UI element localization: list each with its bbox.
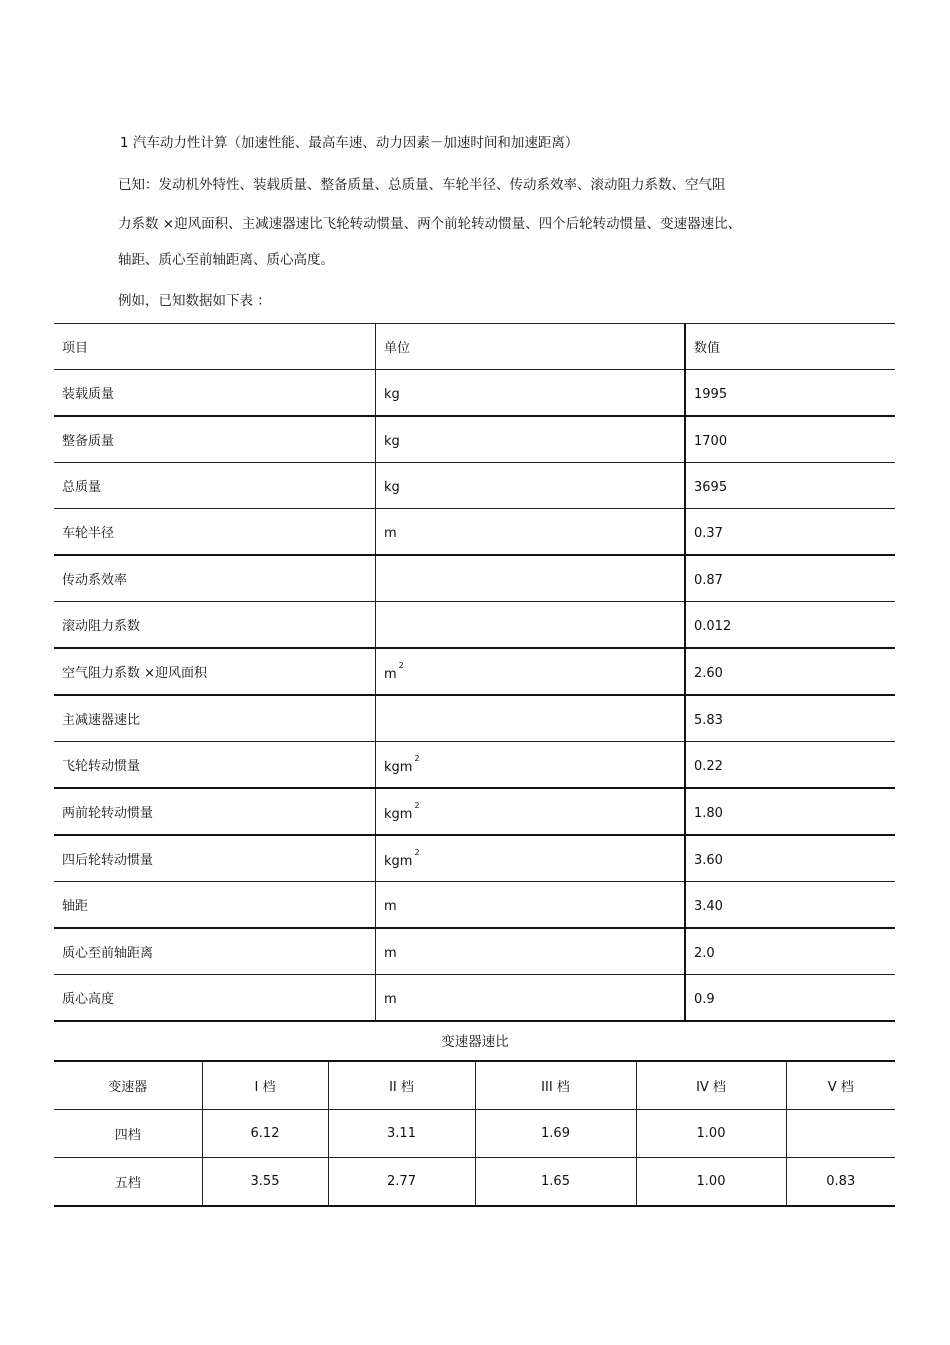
row-item: 整备质量 <box>54 416 376 463</box>
gear-table-header <box>54 1061 895 1110</box>
table-row <box>54 695 895 742</box>
table-row <box>54 788 895 835</box>
header-gear-5: V 档 <box>786 1061 895 1110</box>
row-value: 0.37 <box>685 509 895 556</box>
row-value: 3.40 <box>685 882 895 929</box>
header-value: 数值 <box>685 324 895 370</box>
unit-exponent: 2 <box>414 848 420 858</box>
header-gear-1: I 档 <box>202 1061 328 1110</box>
ratio-cell <box>786 1110 895 1158</box>
row-value: 1.80 <box>685 788 895 835</box>
gear-table-caption: 变速器速比 <box>441 1034 509 1050</box>
ratio-cell: 1.00 <box>636 1110 786 1158</box>
unit-exponent: 2 <box>398 661 404 671</box>
section-heading: 1 汽车动力性计算（加速性能、最高车速、动力因素－加速时间和加速距离） <box>120 135 579 151</box>
row-value: 1700 <box>685 416 895 463</box>
header-gear-4: IV 档 <box>636 1061 786 1110</box>
row-item: 总质量 <box>54 463 376 509</box>
table-row <box>54 975 895 1022</box>
header-unit: 单位 <box>376 324 686 370</box>
known-text-line-2: 力系数 ×迎风面积、主减速器速比飞轮转动惯量、两个前轮转动惯量、四个后轮转动惯量、变速器速比、 <box>118 216 742 232</box>
table-row <box>54 742 895 789</box>
ratio-cell: 1.00 <box>636 1158 786 1207</box>
row-value: 0.87 <box>685 555 895 602</box>
ratio-cell: 0.83 <box>786 1158 895 1207</box>
header-item: 项目 <box>54 324 376 370</box>
table-row <box>54 882 895 929</box>
gearbox-type: 四档 <box>54 1110 202 1158</box>
table-row <box>54 928 895 975</box>
table-row <box>54 1158 895 1207</box>
unit-exponent: 2 <box>414 801 420 811</box>
header-gear-2: II 档 <box>328 1061 475 1110</box>
row-item: 传动系效率 <box>54 555 376 602</box>
table-row <box>54 835 895 882</box>
row-item: 质心高度 <box>54 975 376 1022</box>
known-text-line-3: 轴距、质心至前轴距离、质心高度。 <box>118 252 334 268</box>
row-unit: m <box>376 882 686 929</box>
row-value: 2.60 <box>685 648 895 695</box>
known-text-line-1: 已知：发动机外特性、装载质量、整备质量、总质量、车轮半径、传动系效率、滚动阻力系数、空气阻 <box>118 177 726 193</box>
table-row <box>54 555 895 602</box>
ratio-cell: 6.12 <box>202 1110 328 1158</box>
row-item: 车轮半径 <box>54 509 376 556</box>
row-unit <box>376 695 686 742</box>
row-item: 空气阻力系数 ×迎风面积 <box>54 648 376 695</box>
example-intro: 例如，已知数据如下表 ： <box>118 293 271 309</box>
row-unit: m <box>376 975 686 1022</box>
row-unit: $m^2$ <box>376 648 686 695</box>
row-value: 5.83 <box>685 695 895 742</box>
row-unit: kgm$^2$ <box>376 788 686 835</box>
row-value: 3.60 <box>685 835 895 882</box>
row-unit: kg <box>376 463 686 509</box>
row-item: 滚动阻力系数 <box>54 602 376 649</box>
row-value: 0.22 <box>685 742 895 789</box>
header-gearbox: 变速器 <box>54 1061 202 1110</box>
row-unit: kgm$^2$ <box>376 742 686 789</box>
row-item: 主减速器速比 <box>54 695 376 742</box>
ratio-cell: 1.65 <box>475 1158 636 1207</box>
row-item: 质心至前轴距离 <box>54 928 376 975</box>
gear-ratio-table <box>54 1060 895 1207</box>
row-unit <box>376 602 686 649</box>
row-item: 飞轮转动惯量 <box>54 742 376 789</box>
table-row <box>54 602 895 649</box>
ratio-cell: 3.55 <box>202 1158 328 1207</box>
row-unit <box>376 555 686 602</box>
row-item: 装载质量 <box>54 370 376 417</box>
ratio-cell: 3.11 <box>328 1110 475 1158</box>
table-row <box>54 1110 895 1158</box>
row-unit: kg <box>376 416 686 463</box>
ratio-cell: 2.77 <box>328 1158 475 1207</box>
row-unit: m <box>376 509 686 556</box>
parameter-table <box>54 323 895 1022</box>
row-unit: kg <box>376 370 686 417</box>
row-item: 四后轮转动惯量 <box>54 835 376 882</box>
row-value: 0.9 <box>685 975 895 1022</box>
table-row <box>54 416 895 463</box>
row-value: 0.012 <box>685 602 895 649</box>
row-value: 1995 <box>685 370 895 417</box>
table-row <box>54 370 895 417</box>
table-row <box>54 463 895 509</box>
table-row <box>54 648 895 695</box>
gearbox-type: 五档 <box>54 1158 202 1207</box>
row-unit: kgm$^2$ <box>376 835 686 882</box>
row-item: 轴距 <box>54 882 376 929</box>
unit-exponent: 2 <box>414 754 420 764</box>
table-row <box>54 509 895 556</box>
row-unit: m <box>376 928 686 975</box>
row-value: 3695 <box>685 463 895 509</box>
ratio-cell: 1.69 <box>475 1110 636 1158</box>
row-value: 2.0 <box>685 928 895 975</box>
row-item: 两前轮转动惯量 <box>54 788 376 835</box>
header-gear-3: III 档 <box>475 1061 636 1110</box>
parameter-table-header <box>54 324 895 370</box>
